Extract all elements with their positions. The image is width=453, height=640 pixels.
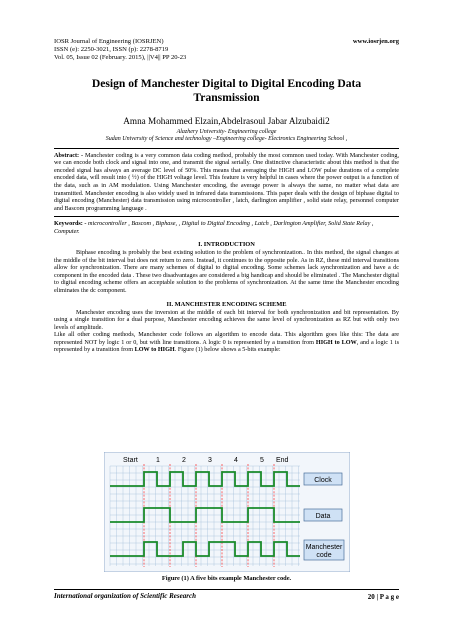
para2-bold-1: HIGH to LOW [315, 338, 357, 346]
paper-title [54, 77, 399, 105]
abstract-text: Manchester coding is a very common data coding method, probably the most common used today. With Manchester coding, we can encode both clock and signal into one, and transmit the signal serially. One distinctive characteristic about this method is that the encoded signal has always an average DC level of 50%. This means that averaging the HIGH and LOW pulse durations of a complete encoded data, will result into ( ½) of the HIGH voltage level. This feature is very helpful in cases where the power output is a function of the data, such as in AM modulation. Using Manchester encoding, the average power is always the same, no matter what data are transmitted. Manchester encoding is also widely used in infrared data transmissions. This paper deals with the design of biphase digital to digital encoding (Manchester) data transmission using microcontroller , latch, darlington amplifier , solid state relay, personnel computer and Bascom programming language . [54, 151, 399, 212]
footer-page-number: 20 | P a g e [367, 593, 399, 601]
clock-label: Clock [314, 477, 332, 484]
section-heading-manchester: II. MANCHESTER ENCODING SCHEME [166, 300, 287, 308]
manchester-label-line-1: Manchester [305, 544, 343, 551]
keywords-label: Keywords: - [54, 220, 87, 228]
issn-line: ISSN (e): 2250-3021, ISSN (p): 2278-8719 [54, 46, 169, 54]
abstract [54, 152, 399, 212]
manchester-paragraph-2 [54, 331, 399, 354]
label-start: Start [123, 457, 138, 464]
footer-organization: International organization of Scientific Research [54, 592, 196, 600]
page-footer [54, 589, 399, 600]
data-label: Data [315, 513, 331, 520]
manchester-paragraph-1: Manchester encoding uses the inversion at the middle of each bit interval for both synchronization and bit representation. By using a single transition for a dual purpose, Manchester encoding achieves the same level of synchronization as RZ but with only two levels of amplitude. [54, 308, 399, 331]
label-bit-3: 3 [208, 457, 212, 464]
journal-header [54, 38, 399, 63]
label-end: End [276, 457, 289, 464]
divider [54, 148, 399, 149]
affiliation-1: Alazhery University- Engineering college [176, 128, 277, 135]
figure-caption: Figure (1) A five bits example Manchester code. [161, 575, 292, 582]
section-heading-introduction: I. INTRODUCTION [198, 241, 255, 249]
title-line-2: Transmission [193, 90, 260, 104]
divider [54, 216, 399, 217]
authors: Amna Mohammed Elzain,Abdelrasoul Jabar Alzubaidi2 [123, 115, 330, 126]
volume-line: Vol. 05, Issue 02 (February. 2015), ||V4|| PP 20-23 [54, 54, 187, 62]
manchester-waveform-figure [104, 452, 350, 572]
introduction-paragraph: Biphase encoding is probably the best existing solution to the problem of synchronization.. In this method, the signal changes at the middle of the bit interval but does not return to zero. Instead, it continues to the opposite pole. As in RZ, these mid interval transitions allow for synchronization. There are many schemes of digital to digital encoding. Some schemes lack synchronization and have a dc component in the encoded data . These two disadvantages are considered a big handicap and should be eliminated . The Manchester digital to digital encoding scheme offers an acceptable solution to the problems of synchronization. At the same time the Manchester encoding eliminates the dc component. [54, 249, 399, 294]
label-bit-1: 1 [156, 457, 160, 464]
title-line-1: Design of Manchester Digital to Digital Encoding Data [91, 76, 362, 90]
journal-name: IOSR Journal of Engineering (IOSRJEN) [54, 38, 164, 45]
keywords [54, 220, 399, 235]
label-bit-2: 2 [182, 457, 186, 464]
keywords-text: microcontroller , Bascom , Biphase, , Digital to Digital Encoding , Latch , Darlington Amplifier, Solid State Relay , Computer. [54, 220, 374, 235]
label-bit-5: 5 [260, 457, 264, 464]
abstract-label: Abstract: - [54, 151, 84, 159]
para2-bold-2: LOW to HIGH [134, 346, 175, 354]
label-bit-4: 4 [234, 457, 238, 464]
para2-text-b: , and a logic 1 is represented by a transition from [54, 338, 399, 354]
para2-text-a: Like all other coding methods, Manchester code follows an algorithm to encode data. This algorithm goes like this: The data are represented NOT by logic 1 or 0, but with line transitions. A logic 0 is represented by a transition from [54, 331, 399, 346]
journal-website-link[interactable]: www.iosrjen.org [352, 38, 399, 45]
affiliation-2: Sudan University of Science and technology –Engineering college- Electronics Engineering School , [105, 136, 348, 143]
affiliations [54, 129, 399, 144]
para2-text-c: . Figure (1) below shows a 5-bits example: [174, 346, 281, 354]
paper-page [54, 38, 399, 354]
manchester-label-line-2: code [316, 552, 332, 559]
